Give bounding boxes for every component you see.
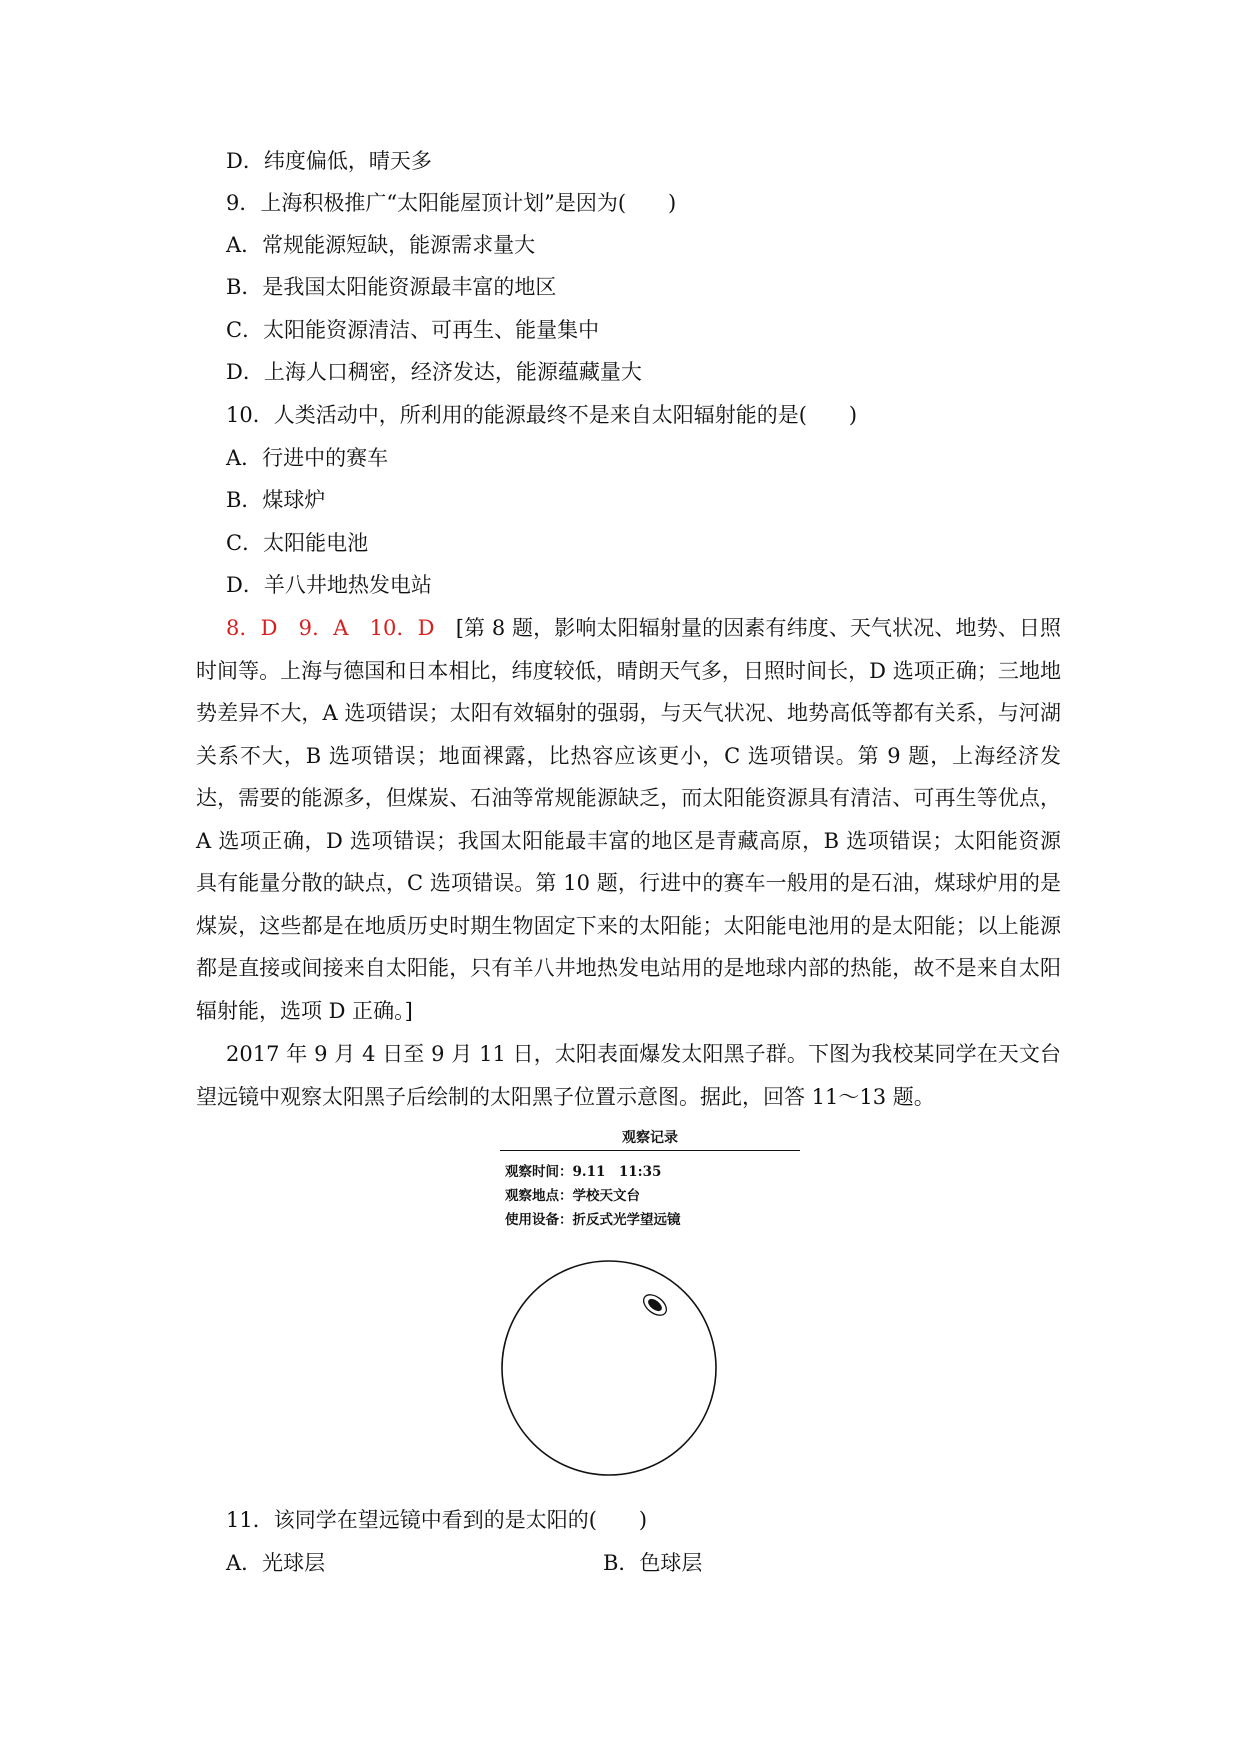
explanation-text: [第 8 题，影响太阳辐射量的因素有纬度、天气状况、地势、日照时间等。上海与德国和日本相比，纬度较低，晴朗天气多，日照时间长，D 选项正确；三地地势差异不大，A 选项错误；太阳有效辐射的强弱，与天气状况、地势高低等都有关系，与河湖关系不大，B 选项错误；地面裸露，比热容应该更小，C 选项错误。第 9 题，上海经济发达，需要的能源多，但煤炭、石油等常规能源缺乏，而太阳能资源具有清洁、可再生等优点，A 选项正确，D 选项错误；我国太阳能最丰富的地区是青藏高原，B 选项错误；太阳能资源具有能量分散的缺点，C 选项错误。第 10 题，行进中的赛车一般用的是石油，煤球炉用的是煤炭，这些都是在地质历史时期生物固定下来的太阳能；太阳能电池用的是太阳能；以上能源都是直接或间接来自太阳能，只有羊八井地热发电站用的是地球内部的热能，故不是来自太阳辐射能，选项 D 正确。]	[196, 616, 1061, 1023]
q8-option-d: D．纬度偏低，晴天多	[226, 149, 432, 173]
q9-option-c: C．太阳能资源清洁、可再生、能量集中	[226, 318, 600, 342]
q9-option-d: D．上海人口稠密，经济发达，能源蕴藏量大	[226, 360, 642, 384]
figure-rule	[500, 1150, 800, 1151]
q9-option-a: A．常规能源短缺，能源需求量大	[226, 233, 536, 257]
q10-option-d: D．羊八井地热发电站	[226, 573, 432, 597]
q11-stem: 11．该同学在望远镜中看到的是太阳的( )	[226, 1508, 648, 1532]
intro-paragraph	[196, 1033, 1061, 1118]
q11-option-b: B．色球层	[603, 1551, 703, 1575]
q10-option-c: C．太阳能电池	[226, 531, 369, 555]
q11-option-a: A．光球层	[226, 1551, 326, 1575]
intro-text: 2017 年 9 月 4 日至 9 月 11 日，太阳表面爆发太阳黑子群。下图为我校某同学在天文台望远镜中观察太阳黑子后绘制的太阳黑子位置示意图。据此，回答 11～13 题。	[196, 1042, 1061, 1109]
sun-disk-diagram	[495, 1252, 725, 1484]
q9-option-b: B．是我国太阳能资源最丰富的地区	[226, 275, 557, 299]
answer-explanation	[196, 607, 1061, 1032]
q10-option-b: B．煤球炉	[226, 488, 326, 512]
sun-disk	[502, 1261, 716, 1475]
q9-stem: 9．上海积极推广“太阳能屋顶计划”是因为( )	[226, 191, 677, 215]
sunspot-group	[640, 1291, 670, 1320]
figure-title: 观察记录	[622, 1130, 678, 1146]
q10-stem: 10．人类活动中，所利用的能源最终不是来自太阳辐射能的是( )	[226, 403, 858, 427]
figure-place: 观察地点：学校天文台	[505, 1188, 640, 1204]
answer-keys: 8．D 9．A 10．D	[226, 616, 435, 640]
figure-device: 使用设备：折反式光学望远镜	[505, 1212, 681, 1228]
q10-option-a: A．行进中的赛车	[226, 446, 389, 470]
figure-time: 观察时间：9.11 11:35	[505, 1164, 662, 1180]
